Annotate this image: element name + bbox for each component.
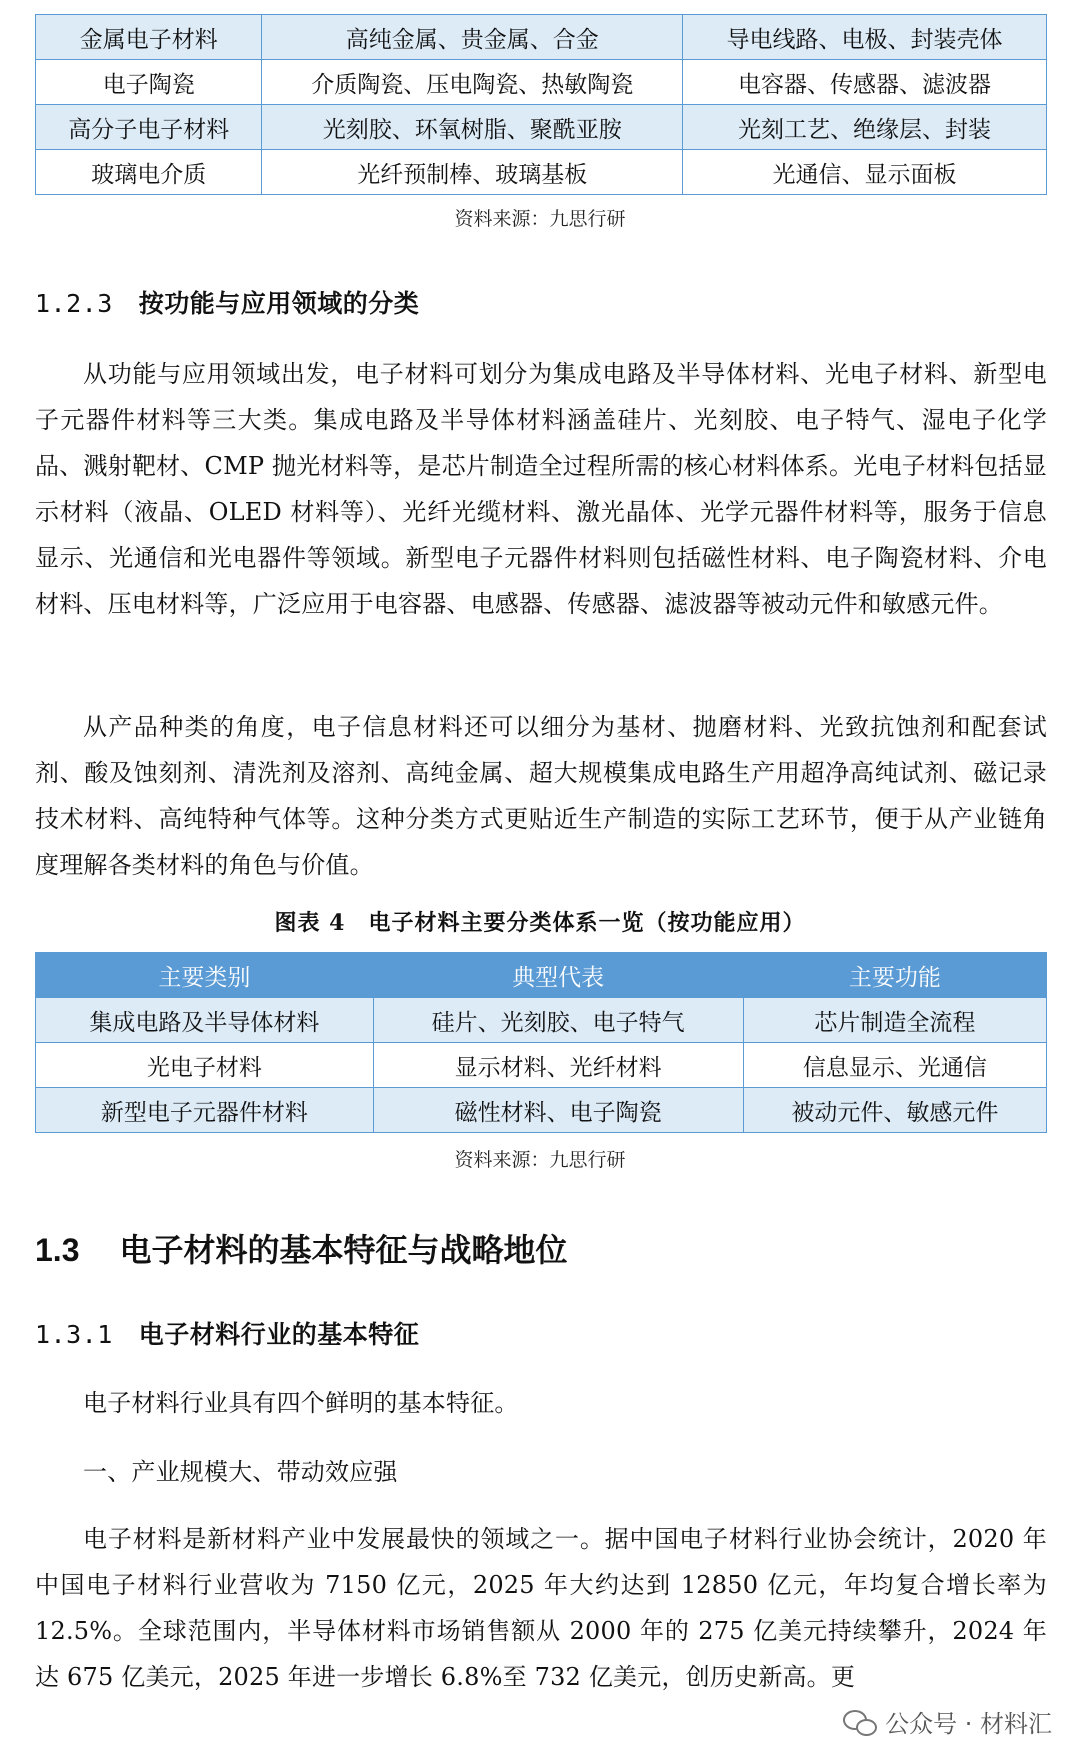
table-cell: 高分子电子材料: [36, 105, 262, 150]
section-heading-1-3-1: [35, 1315, 419, 1351]
table-row: [36, 1088, 1047, 1133]
list-point-heading: 一、产业规模大、带动效应强: [83, 1458, 398, 1486]
figure-caption: 图表 4 电子材料主要分类体系一览（按功能应用）: [274, 910, 806, 936]
section-number: 1.3.1: [35, 1320, 113, 1349]
table-cell: 磁性材料、电子陶瓷: [373, 1088, 743, 1133]
table-cell: 硅片、光刻胶、电子特气: [373, 998, 743, 1043]
section-title: 电子材料的基本特征与战略地位: [119, 1231, 568, 1269]
body-paragraph: 从产品种类的角度，电子信息材料还可以细分为基材、抛磨材料、光致抗蚀剂和配套试剂、酸及蚀刻剂、清洗剂及溶剂、高纯金属、超大规模集成电路生产用超净高纯试剂、磁记录技术材料、高纯特种气体等。这种分类方式更贴近生产制造的实际工艺环节，便于从产业链角度理解各类材料的角色与价值。: [35, 713, 1047, 879]
table-row: [36, 150, 1047, 195]
table-header-cell: 典型代表: [373, 953, 743, 998]
table-cell: 电子陶瓷: [36, 60, 262, 105]
table-header-row: [36, 953, 1047, 998]
watermark: [843, 1704, 1052, 1739]
classification-table: [35, 952, 1047, 1133]
table-cell: 玻璃电介质: [36, 150, 262, 195]
table-cell: 集成电路及半导体材料: [36, 998, 374, 1043]
table-cell: 金属电子材料: [36, 15, 262, 60]
body-paragraph: 从功能与应用领域出发，电子材料可划分为集成电路及半导体材料、光电子材料、新型电子元器件材料等三大类。集成电路及半导体材料涵盖硅片、光刻胶、电子特气、湿电子化学品、溅射靶材、CMP 抛光材料等，是芯片制造全过程所需的核心材料体系。光电子材料包括显示材料（液晶、OLED 材料等）、光纤光缆材料、激光晶体、光学元器件材料等，服务于信息显示、光通信和光电器件等领域。新型电子元器件材料则包括磁性材料、电子陶瓷材料、介电材料、压电材料等，广泛应用于电容器、电感器、传感器、滤波器等被动元件和敏感元件。: [35, 360, 1047, 618]
table-source-note: 资料来源：九思行研: [454, 208, 626, 230]
table-cell: 导电线路、电极、封装壳体: [683, 15, 1047, 60]
table-cell: 光刻胶、环氧树脂、聚酰亚胺: [262, 105, 683, 150]
table-row: [36, 60, 1047, 105]
table-row: [36, 998, 1047, 1043]
section-title: 按功能与应用领域的分类: [138, 289, 420, 318]
table-cell: 光刻工艺、绝缘层、封装: [683, 105, 1047, 150]
material-table-continued: [35, 14, 1047, 195]
section-heading-1-3: [35, 1225, 568, 1271]
table-row: [36, 105, 1047, 150]
table-header-cell: 主要功能: [743, 953, 1046, 998]
body-paragraph: 电子材料是新材料产业中发展最快的领域之一。据中国电子材料行业协会统计，2020 年中国电子材料行业营收为 7150 亿元，2025 年大约达到 12850 亿元，年均复合增长率为 12.5%。全球范围内，半导体材料市场销售额从 2000 年的 275 亿美元持续攀升，2024 年达 675 亿美元，2025 年进一步增长 6.8%至 732 亿美元，创历史新高。更: [35, 1525, 1047, 1691]
table-row: [36, 15, 1047, 60]
table-header-cell: 主要类别: [36, 953, 374, 998]
table-source-note: 资料来源：九思行研: [454, 1149, 626, 1171]
table-cell: 光纤预制棒、玻璃基板: [262, 150, 683, 195]
table-cell: 信息显示、光通信: [743, 1043, 1046, 1088]
table-cell: 芯片制造全流程: [743, 998, 1046, 1043]
table-cell: 光电子材料: [36, 1043, 374, 1088]
section-title: 电子材料行业的基本特征: [138, 1320, 420, 1349]
wechat-icon: [843, 1708, 877, 1736]
table-cell: 被动元件、敏感元件: [743, 1088, 1046, 1133]
section-heading-1-2-3: [35, 284, 419, 320]
table-cell: 高纯金属、贵金属、合金: [262, 15, 683, 60]
section-number: 1.2.3: [35, 289, 113, 318]
section-number: 1.3: [35, 1232, 80, 1268]
watermark-text: 公众号 · 材料汇: [885, 1710, 1052, 1738]
body-paragraph: 电子材料行业具有四个鲜明的基本特征。: [83, 1389, 519, 1417]
table-row: [36, 1043, 1047, 1088]
table-cell: 电容器、传感器、滤波器: [683, 60, 1047, 105]
table-cell: 新型电子元器件材料: [36, 1088, 374, 1133]
table-cell: 介质陶瓷、压电陶瓷、热敏陶瓷: [262, 60, 683, 105]
table-cell: 光通信、显示面板: [683, 150, 1047, 195]
table-cell: 显示材料、光纤材料: [373, 1043, 743, 1088]
